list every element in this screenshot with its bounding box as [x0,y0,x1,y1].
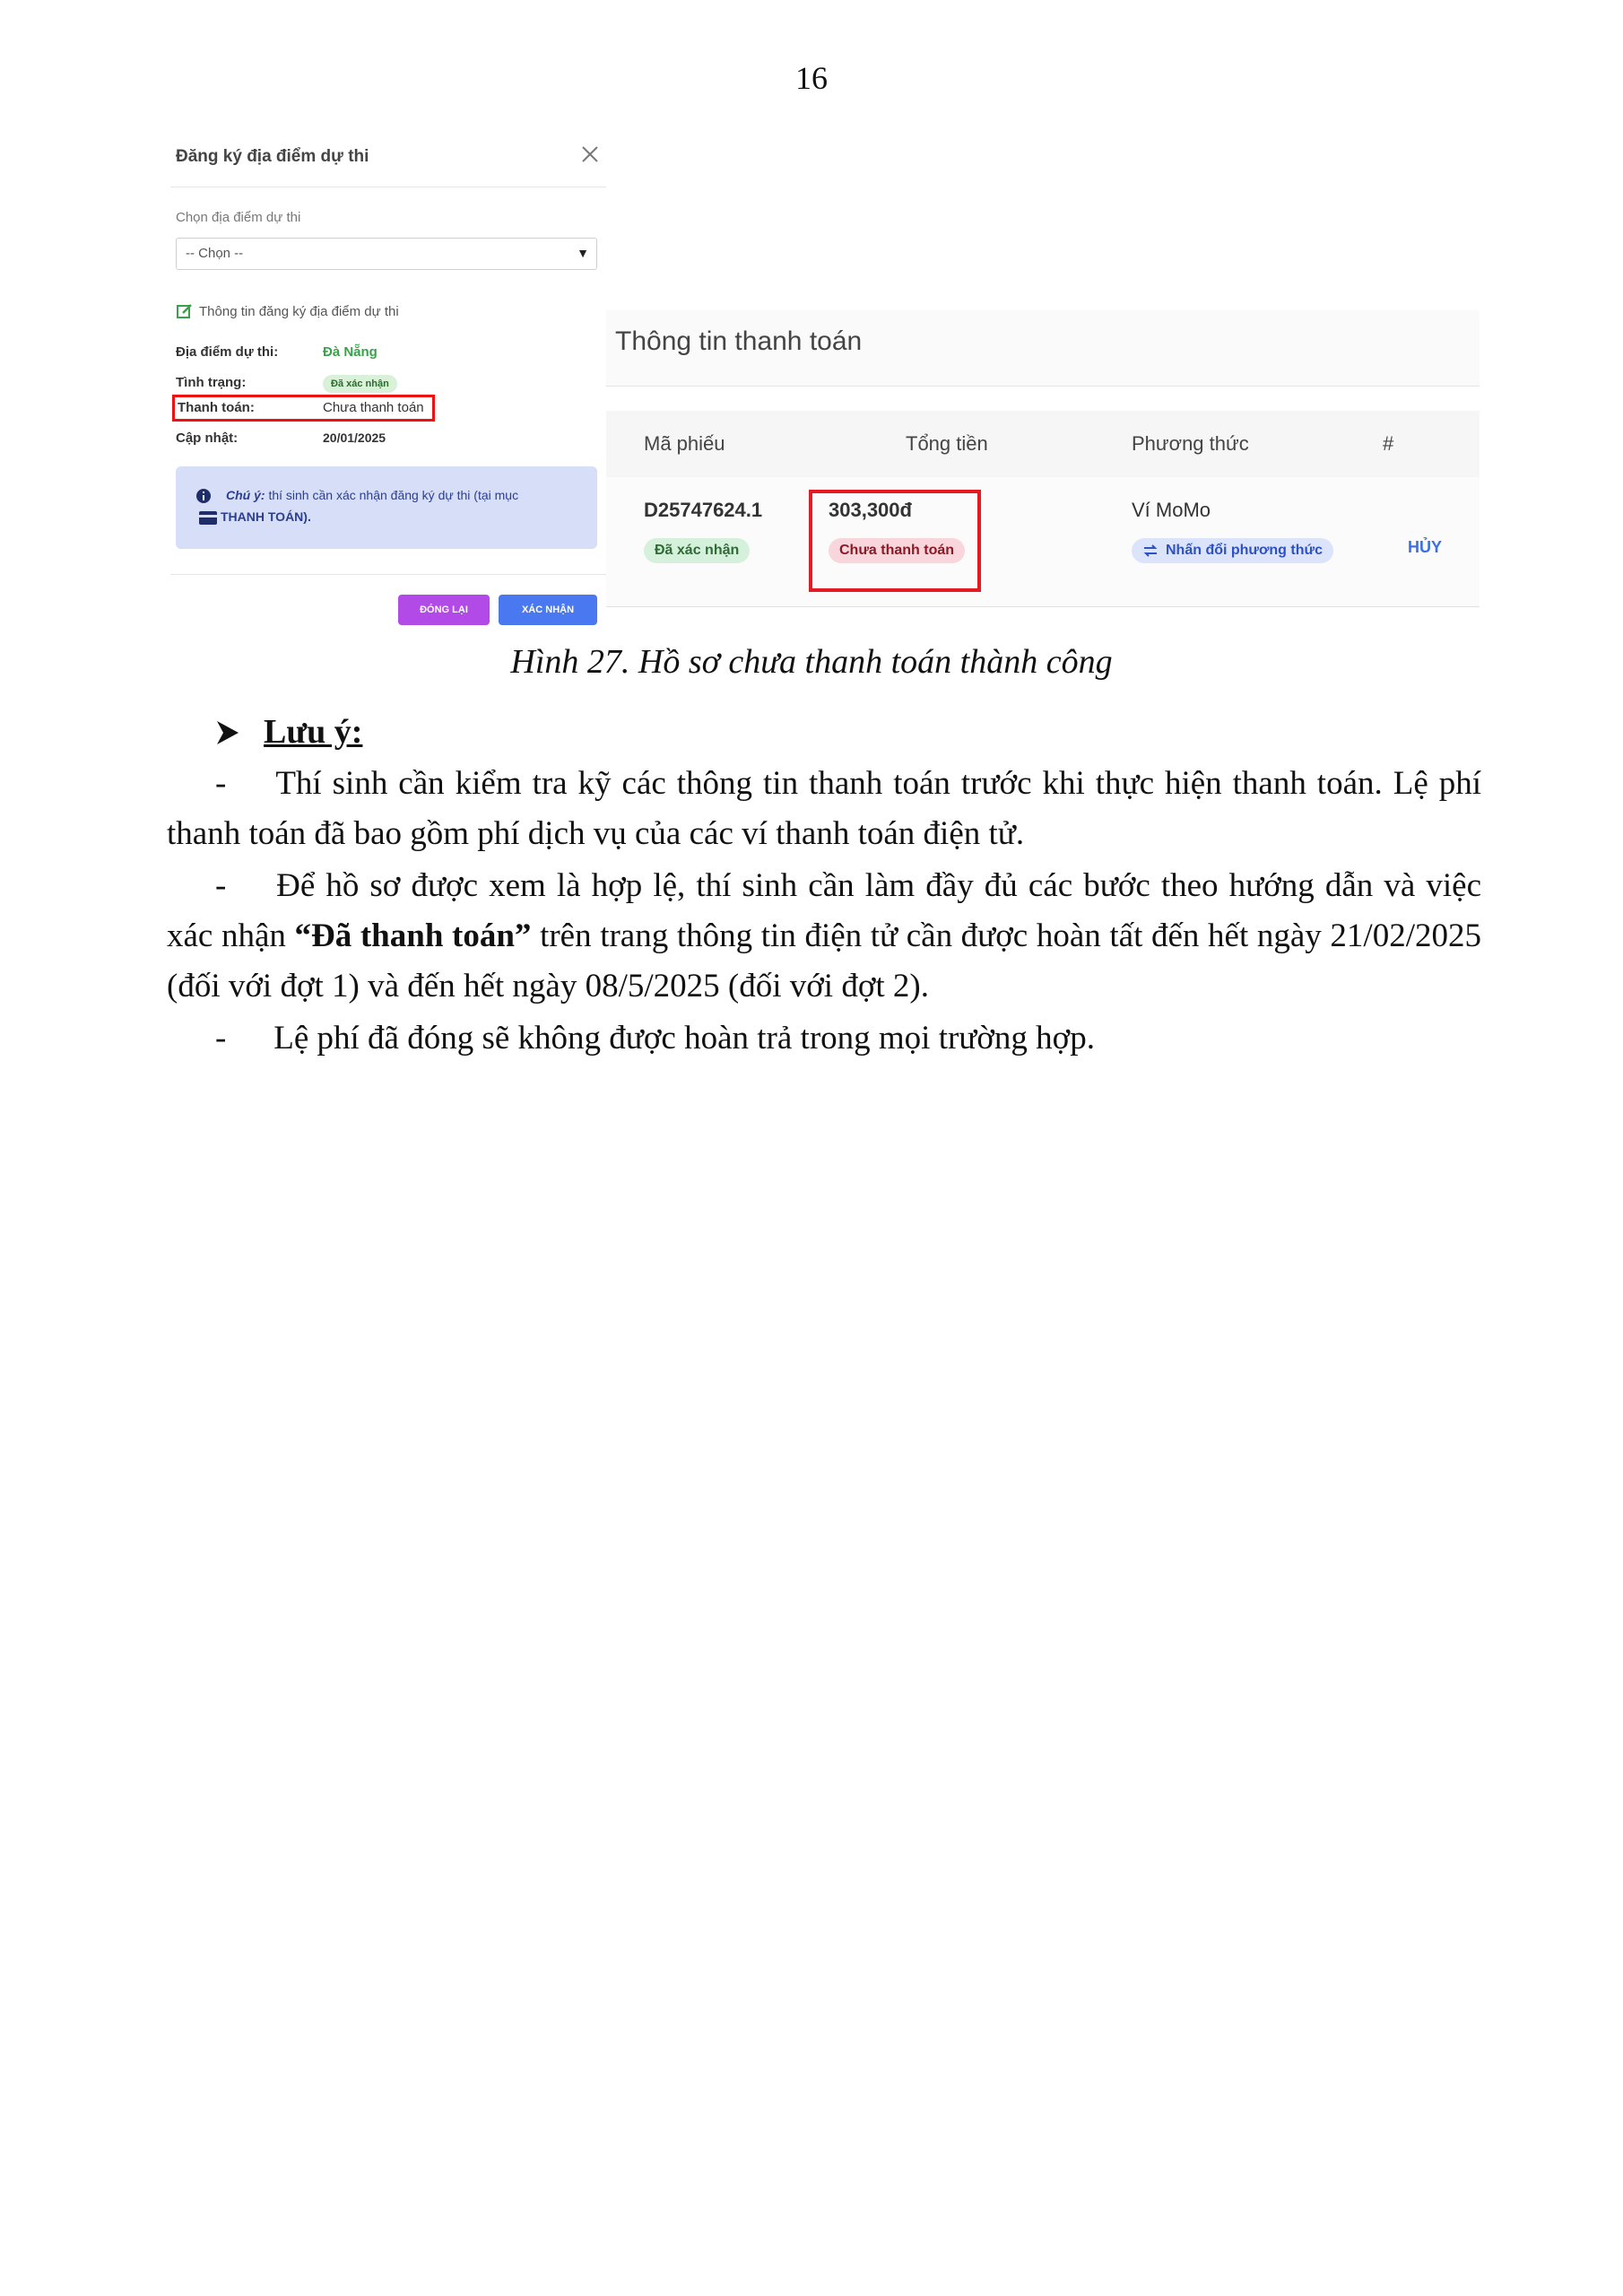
highlight-box [172,395,435,422]
paragraph-text: Thí sinh cần kiểm tra kỹ các thông tin thanh toán trước khi thực hiện thanh toán. Lệ phí thanh toán đã bao gồm phí dịch vụ của các ví thanh toán điện tử. [167,765,1481,852]
note-prefix: Chú ý: [226,488,265,502]
change-method-button[interactable] [1132,538,1333,563]
paragraph-text: Để hồ sơ được xem là hợp lệ, thí sinh cần làm đầy đủ các bước theo hướng dẫn và việc xác nhận [167,867,1481,954]
note-title: Lưu ý: [264,713,363,751]
select-value: -- Chọn -- [186,246,244,261]
updated-label: Cập nhật: [176,430,239,446]
location-label: Địa điểm dự thi: [176,344,279,360]
register-location-modal [170,133,606,631]
credit-card-icon [199,511,217,525]
location-value: Đà Nẵng [323,344,378,360]
col-method: Phương thức [1132,432,1249,455]
close-button[interactable]: ĐÓNG LẠI [398,595,490,625]
note-link[interactable]: THANH TOÁN). [221,509,311,524]
list-dash: - [215,765,227,802]
modal-divider [170,574,606,575]
note-text [226,488,518,502]
col-amount: Tổng tiền [906,432,988,455]
receipt-status-badge: Đã xác nhận [644,538,750,563]
info-heading: Thông tin đăng ký địa điểm dự thi [199,304,399,319]
confirm-button[interactable]: XÁC NHẬN [499,595,597,625]
note-body: thí sinh cần xác nhận đăng ký dự thi (tại mục [268,488,519,502]
paragraph-bold: “Đã thanh toán” [294,918,532,954]
paragraph-text: Lệ phí đã đóng sẽ không được hoàn trả trong mọi trường hợp. [273,1020,1095,1057]
change-method-label: Nhấn đổi phương thức [1166,543,1323,558]
updated-value: 20/01/2025 [323,430,386,445]
payment-label: Thanh toán: [178,400,255,415]
arrow-bullet-icon [215,719,240,746]
payment-value: Chưa thanh toán [323,400,424,415]
paragraph-text: trên trang thông tin điện tử cần được hoàn tất đến hết ngày 21/02/2025 (đối với đợt 1) và đến hết ngày 08/5/2025 (đối với đợt 2). [167,918,1481,1004]
payment-panel [606,310,1480,624]
caret-down-icon: ▼ [577,246,589,260]
modal-header [170,133,606,187]
info-icon [195,488,212,504]
col-code: Mã phiếu [644,432,725,455]
figure-caption: Hình 27. Hồ sơ chưa thanh toán thành công [510,643,1113,681]
modal-title: Đăng ký địa điểm dự thi [176,147,369,166]
status-badge: Đã xác nhận [323,375,397,393]
select-label: Chọn địa điểm dự thi [176,210,301,225]
payment-table-header [606,411,1480,478]
amount-value: 303,300đ [829,499,912,521]
note-paragraph-1 [167,759,1481,859]
swap-icon [1142,544,1159,558]
payment-title: Thông tin thanh toán [615,326,863,356]
location-select[interactable] [176,238,597,270]
note-paragraph-3 [167,1013,1481,1064]
note-paragraph-2 [167,861,1481,1012]
table-row [606,477,1480,607]
receipt-code: D25747624.1 [644,499,763,521]
edit-icon [176,302,194,320]
close-icon[interactable] [577,142,603,167]
payment-header [606,310,1480,387]
payment-status-badge: Chưa thanh toán [829,538,965,563]
status-label: Tình trạng: [176,375,247,390]
payment-method: Ví MoMo [1132,499,1211,521]
col-action: # [1383,432,1394,455]
highlight-box [809,490,981,592]
list-dash: - [215,1020,227,1057]
note-box [176,466,597,549]
list-dash: - [215,867,227,904]
cancel-button[interactable]: HỦY [1408,538,1443,556]
page-number: 16 [795,60,828,96]
